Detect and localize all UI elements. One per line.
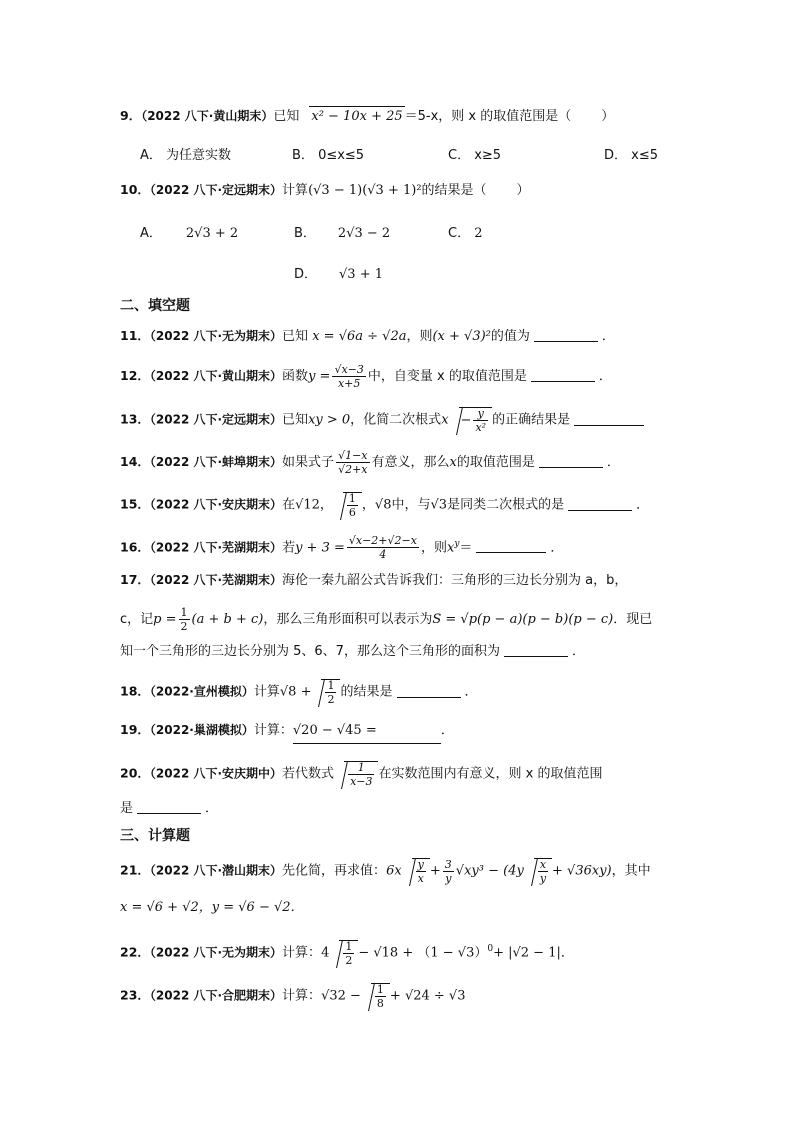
question-text: 的取值范围是 — [456, 455, 535, 470]
question-source: （2022 八下·黄山期末） — [141, 109, 274, 123]
option-label: A． — [140, 148, 162, 163]
radical-expression — [344, 761, 378, 787]
question-23 — [120, 983, 465, 1009]
fraction-denominator: y — [539, 872, 547, 885]
question-text: c，记 — [120, 612, 154, 627]
fraction-numerator: 1 — [348, 762, 374, 775]
question-text: 计算 — [282, 183, 309, 198]
fraction-denominator: 6 — [348, 506, 356, 519]
question-text: 的值为 — [490, 329, 530, 344]
question-17 — [120, 570, 627, 591]
option-a[interactable] — [140, 144, 231, 163]
question-text: 的正确结果是 — [492, 412, 571, 428]
question-number: 23． — [120, 987, 150, 1003]
fraction — [538, 859, 548, 884]
question-22 — [120, 939, 574, 966]
question-text: ． — [601, 329, 615, 344]
math-expression: + √36xy) — [552, 863, 612, 879]
question-source: （2022 八下·合肥期末） — [149, 988, 283, 1003]
math-expression: (√3 − 1)(√3 + 1)² — [308, 183, 422, 198]
math-exponent: 0 — [487, 944, 494, 954]
section-heading-fill-blank: 二、填空题 — [120, 298, 190, 314]
question-text: ，化简二次根式 — [350, 412, 442, 428]
question-text: ，则 — [406, 329, 433, 344]
question-text: 是 — [120, 801, 134, 816]
math-expression: − √18 + （1 − √3） — [358, 945, 488, 961]
question-text: ＝5-x，则 x 的取值范围是（ — [404, 109, 572, 124]
question-source: （2022 八下·定远期末） — [149, 183, 283, 197]
fraction — [179, 607, 190, 632]
question-19 — [120, 720, 454, 744]
option-label: A． — [140, 226, 162, 241]
option-label: D． — [604, 148, 628, 163]
answer-blank[interactable] — [574, 411, 644, 426]
question-text: 函数 — [282, 369, 309, 384]
radical-expression: − $\frac{y}{\text{x²}}$ — [459, 407, 493, 433]
question-text: 计算： — [253, 723, 293, 738]
answer-blank[interactable] — [504, 642, 568, 657]
fraction-denominator: 2 — [180, 620, 188, 633]
question-text: ） — [516, 183, 530, 198]
question-text: ，则 — [420, 540, 447, 556]
math-variable: x — [449, 455, 457, 470]
answer-blank[interactable] — [539, 453, 603, 468]
math-variable: x — [446, 540, 455, 556]
question-number: 14． — [120, 454, 150, 469]
option-text: x≥5 — [474, 148, 502, 163]
fraction — [416, 859, 426, 884]
math-expression: x = √6a ÷ √2a — [312, 329, 407, 344]
question-text: 海伦一秦九韶公式告诉我们：三角形的三边长分别为 a，b， — [282, 573, 628, 588]
question-text: 计算 — [253, 684, 280, 700]
math-expression: xy > 0 — [308, 412, 351, 428]
fraction-numerator: 1 — [345, 939, 353, 953]
question-20-line-2 — [120, 799, 218, 819]
question-text: ． — [550, 540, 564, 556]
question-source: （2022 八下·安庆期末） — [149, 497, 283, 512]
question-text: ， — [361, 497, 375, 513]
math-expression: + √24 ÷ √3 — [389, 988, 466, 1004]
question-number: 9． — [120, 108, 142, 123]
math-expression: √20 − √45 = — [292, 723, 377, 738]
question-text: 中，与 — [391, 497, 431, 513]
fraction — [325, 680, 336, 705]
fraction-denominator: 2 — [345, 953, 353, 967]
question-15 — [120, 492, 649, 518]
question-text: ． — [464, 684, 478, 700]
option-c[interactable] — [448, 222, 483, 241]
question-text: ． — [598, 369, 612, 384]
question-14 — [120, 450, 620, 475]
question-number: 10． — [120, 182, 150, 197]
fraction-numerator: y — [417, 858, 424, 871]
fraction — [375, 984, 386, 1009]
math-expression: + |√2 − 1|． — [493, 945, 574, 961]
question-number: 11． — [120, 328, 150, 343]
math-expression: p = — [153, 612, 177, 627]
question-text: ． — [571, 644, 585, 659]
question-9 — [120, 106, 614, 127]
question-source: （2022 八下·芜湖期末） — [149, 573, 283, 587]
answer-blank[interactable] — [531, 367, 595, 382]
question-12 — [120, 364, 612, 389]
question-text: ） — [601, 109, 615, 124]
math-expression: S = √p(p − a)(p − b)(p − c) — [432, 612, 614, 627]
question-text: 计算： — [282, 988, 322, 1004]
fraction-denominator: 8 — [376, 997, 384, 1010]
option-text: 2 — [474, 226, 483, 241]
radical-expression — [321, 679, 340, 705]
math-variable: x — [441, 412, 449, 428]
question-text: ，那么三角形面积可以表示为 — [263, 612, 433, 627]
option-text: 2√3 + 2 — [185, 226, 239, 241]
option-text: 为任意实数 — [166, 148, 232, 163]
question-text: ． — [440, 723, 454, 738]
radical-expression — [534, 858, 552, 884]
question-17-line-3 — [120, 642, 585, 662]
question-text: ＝ — [459, 540, 473, 556]
option-b[interactable] — [294, 222, 390, 241]
fraction-numerator: 1 — [327, 679, 335, 692]
question-16 — [120, 534, 563, 560]
fraction-numerator: 1 — [348, 492, 356, 505]
question-10 — [120, 180, 530, 201]
math-expression: x = √6 + √2，y = √6 − √2． — [120, 900, 304, 915]
question-21-line-2 — [120, 898, 304, 918]
question-number: 15． — [120, 496, 150, 512]
fraction — [336, 450, 369, 475]
fraction-numerator: x — [539, 858, 547, 871]
question-number: 22． — [120, 944, 150, 960]
question-11 — [120, 326, 615, 347]
fraction — [348, 762, 374, 787]
question-text: ， — [319, 497, 333, 513]
option-d[interactable] — [604, 144, 658, 163]
question-17-line-2 — [120, 607, 652, 632]
option-d[interactable] — [294, 263, 383, 282]
question-text: ． — [636, 497, 650, 513]
fraction-numerator: √x−2+√2−x — [348, 534, 417, 548]
fraction-numerator: √1−x — [338, 449, 368, 462]
math-exponent: y — [454, 539, 460, 549]
math-expression: √8 + — [279, 684, 312, 700]
fraction — [332, 364, 365, 389]
math-expression: 4 — [321, 945, 330, 961]
option-label: B． — [292, 148, 314, 163]
radical-expression: x² − 10x + 25 — [309, 106, 404, 127]
fraction-numerator: √x−3 — [334, 363, 364, 376]
option-text: 2√3 − 2 — [337, 226, 391, 241]
question-text: 的结果是（ — [421, 183, 487, 198]
question-20 — [120, 761, 602, 787]
option-label: B． — [294, 226, 316, 241]
fraction-numerator: 3 — [444, 857, 452, 871]
fraction — [473, 408, 488, 433]
radical-expression — [412, 858, 430, 884]
question-text: 如果式子 — [282, 455, 335, 470]
question-source: （2022·宣州模拟） — [149, 684, 254, 699]
answer-blank[interactable] — [137, 799, 201, 814]
option-text: x≤5 — [631, 148, 659, 163]
question-text: 知一个三角形的三边长分别为 5、6、7，那么这个三角形的面积为 — [120, 644, 500, 659]
math-expression: √12 — [295, 497, 320, 513]
option-label: C． — [448, 148, 471, 163]
fraction — [347, 535, 419, 560]
question-source: （2022 八下·黄山期末） — [149, 369, 283, 383]
radical-expression — [343, 492, 362, 518]
question-number: 20． — [120, 765, 150, 781]
option-label: D． — [294, 267, 318, 282]
math-operator: + — [429, 863, 441, 879]
question-number: 21． — [120, 862, 150, 878]
question-source: （2022 八下·芜湖期末） — [149, 540, 283, 555]
option-b[interactable] — [292, 144, 364, 163]
answer-blank[interactable] — [534, 327, 598, 342]
question-text: 已知 — [282, 329, 309, 344]
fraction-denominator: x+5 — [337, 377, 361, 390]
math-expression: (a + b + c) — [191, 612, 264, 627]
question-text: 已知 — [273, 109, 300, 124]
section-heading-calculation: 三、计算题 — [120, 828, 190, 844]
question-number: 13． — [120, 411, 150, 427]
question-text: ． — [606, 455, 620, 470]
question-text: 若代数式 — [282, 766, 335, 782]
question-text: 若 — [282, 540, 296, 556]
math-expression: (x + √3)² — [432, 329, 491, 344]
answer-blank[interactable] — [397, 683, 461, 698]
fraction-denominator: √2+x — [338, 463, 368, 476]
radical-expression — [339, 940, 358, 966]
question-source: （2022 八下·蚌埠期末） — [149, 455, 283, 469]
question-text: 的结果是 — [340, 684, 393, 700]
question-source: （2022 八下·潜山期末） — [149, 863, 283, 878]
math-expression: y + 3 = — [295, 540, 345, 556]
question-21 — [120, 858, 651, 884]
question-text: ，其中 — [611, 863, 651, 879]
answer-blank[interactable] — [293, 721, 441, 744]
fraction-numerator: 1 — [180, 606, 188, 619]
fraction — [443, 859, 454, 884]
question-number: 18． — [120, 683, 150, 699]
question-source: （2022·巢湖模拟） — [149, 723, 254, 737]
fraction-denominator: x — [417, 872, 424, 885]
option-c[interactable] — [448, 144, 501, 163]
fraction-denominator: x² — [475, 421, 487, 434]
question-text: 在实数范围内有意义，则 x 的取值范围 — [378, 766, 603, 782]
fraction — [343, 941, 354, 966]
question-source: （2022 八下·无为期末） — [149, 945, 283, 960]
option-label: C． — [448, 226, 471, 241]
option-text: √3 + 1 — [339, 267, 383, 282]
question-13 — [120, 407, 648, 433]
question-text: ．现已 — [613, 612, 653, 627]
math-expression: √3 — [430, 497, 448, 513]
math-expression: √32 − — [321, 988, 361, 1004]
math-expression: √8 — [374, 497, 392, 513]
question-number: 19． — [120, 722, 150, 737]
question-text: 是同类二次根式的是 — [447, 497, 565, 513]
fraction-numerator: 1 — [376, 983, 384, 996]
option-a[interactable] — [140, 222, 238, 241]
math-expression: 6x — [386, 863, 402, 879]
question-number: 17． — [120, 572, 150, 587]
fraction-denominator: 2 — [327, 693, 335, 706]
option-text: 0≤x≤5 — [318, 148, 365, 163]
fraction-denominator: x−3 — [350, 775, 373, 788]
question-text: 计算： — [282, 945, 322, 961]
question-source: （2022 八下·无为期末） — [149, 329, 283, 343]
question-18 — [120, 679, 478, 705]
fraction-denominator: y — [445, 871, 452, 885]
question-text: 中，自变量 x 的取值范围是 — [367, 369, 527, 384]
question-text: 已知 — [282, 412, 309, 428]
answer-blank[interactable] — [476, 538, 546, 553]
answer-blank[interactable] — [568, 496, 632, 511]
question-source: （2022 八下·安庆期中） — [149, 766, 283, 781]
fraction-denominator: 4 — [379, 548, 387, 562]
question-source: （2022 八下·定远期末） — [149, 412, 283, 427]
fraction — [347, 493, 358, 518]
question-text: 在 — [282, 497, 296, 513]
fraction-numerator: y — [473, 408, 488, 421]
math-expression: y = — [308, 369, 331, 384]
question-text: ． — [205, 801, 219, 816]
question-text: 有意义，那么 — [371, 455, 450, 470]
question-number: 12． — [120, 368, 150, 383]
radical-expression — [371, 983, 390, 1009]
question-number: 16． — [120, 539, 150, 555]
math-expression: √xy³ − (4y — [455, 863, 524, 879]
question-text: 先化简，再求值： — [282, 863, 387, 879]
